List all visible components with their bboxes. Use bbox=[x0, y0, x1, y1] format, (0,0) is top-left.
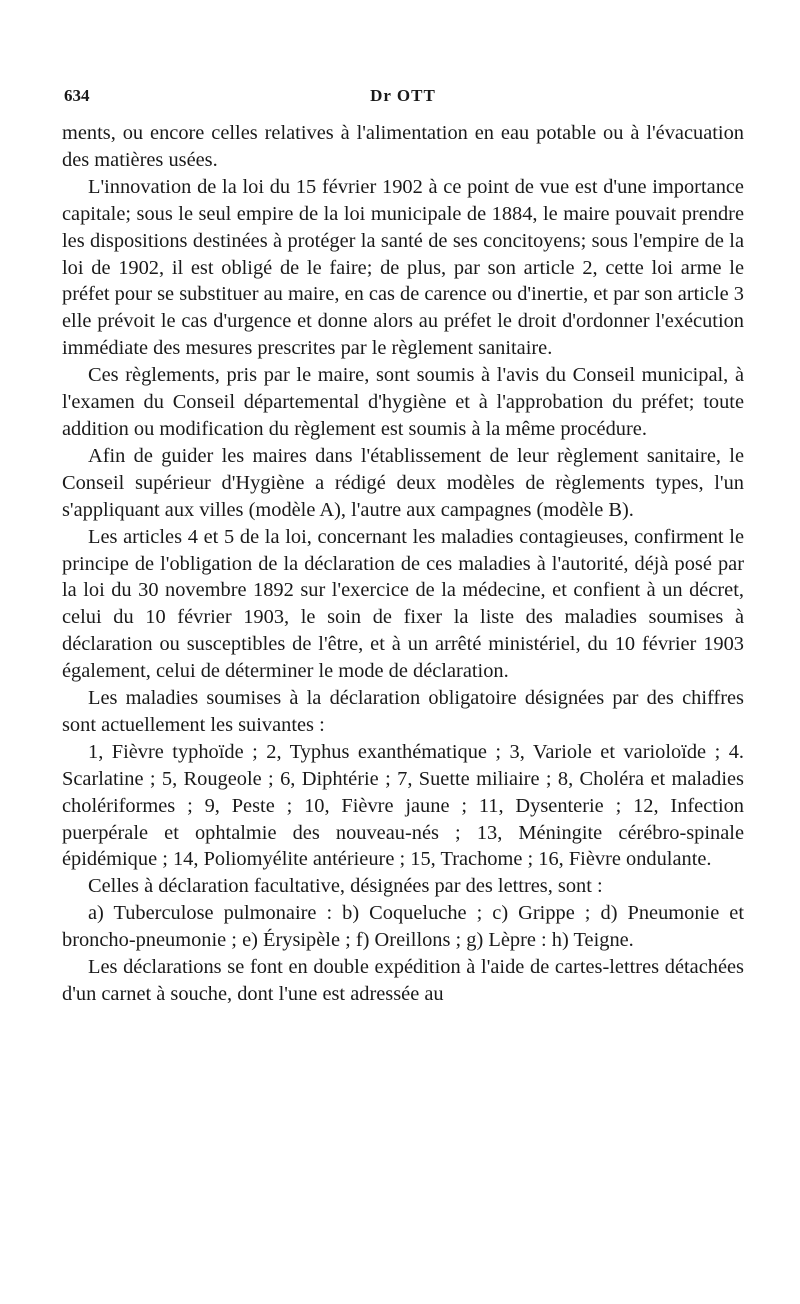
body-text bbox=[62, 120, 744, 1008]
page-number: 634 bbox=[64, 86, 90, 105]
paragraph: Les déclarations se font en double expédition à l'aide de cartes-lettres détachées d'un carnet à souche, dont l'une est adressée au bbox=[62, 956, 744, 1005]
document-page bbox=[62, 86, 744, 1008]
paragraph: Les maladies soumises à la déclaration obligatoire désignées par des chiffres sont actuellement les suivantes : bbox=[62, 687, 744, 736]
paragraph: Afin de guider les maires dans l'établissement de leur règlement sanitaire, le Conseil supérieur d'Hygiène a rédigé deux modèles de règlements types, l'un s'appliquant aux villes (modèle A), l'autre aux campagnes (modèle B). bbox=[62, 444, 744, 521]
disease-list-facultative: a) Tuberculose pulmonaire : b) Coqueluche ; c) Grippe ; d) Pneumonie et broncho-pneumonie ; e) Érysipèle ; f) Oreillons ; g) Lèpre : h) Teigne. bbox=[62, 902, 744, 952]
paragraph: L'innovation de la loi du 15 février 1902 à ce point de vue est d'une importance capitale; sous le seul empire de la loi municipale de 1884, le maire pouvait prendre les dispositions destinées à protéger la santé de ses concitoyens; sous l'empire de la loi de 1902, il est obligé de le faire; de plus, par son article 2, cette loi arme le préfet pour se substituer au maire, en cas de carence ou d'inertie, et par son article 3 elle prévoit le cas d'urgence et donne alors au préfet le droit d'ordonner l'exécution immédiate des mesures prescrites par le règlement sanitaire. bbox=[62, 175, 744, 360]
paragraph: Ces règlements, pris par le maire, sont soumis à l'avis du Conseil municipal, à l'examen du Conseil départemental d'hygiène et à l'approbation du préfet; toute addition ou modification du règlement est soumis à la même procédure. bbox=[62, 364, 744, 440]
paragraph: Celles à déclaration facultative, désignées par des lettres, sont : bbox=[88, 875, 603, 898]
paragraph: ments, ou encore celles relatives à l'alimentation en eau potable ou à l'évacuation des matières usées. bbox=[62, 122, 744, 171]
paragraph: Les articles 4 et 5 de la loi, concernant les maladies contagieuses, confirment le principe de l'obligation de la déclaration de ces maladies à l'autorité, déjà posé par la loi du 30 novembre 1892 sur l'exercice de la médecine, et confient à un décret, celui du 10 février 1903, le soin de fixer la liste des maladies soumises à déclaration ou susceptibles de l'être, et à un arrêté ministériel, du 10 février 1903 également, celui de déterminer le mode de déclaration. bbox=[62, 525, 744, 683]
running-head: Dr OTT bbox=[370, 86, 436, 105]
page-header bbox=[62, 86, 744, 116]
disease-list-obligatory: 1, Fièvre typhoïde ; 2, Typhus exanthématique ; 3, Variole et varioloïde ; 4. Scarlatine ; 5, Rougeole ; 6, Diphtérie ; 7, Suette miliaire ; 8, Choléra et maladies cholériformes ; 9, Peste ; 10, Fièvre jaune ; 11, Dysenterie ; 12, Infection puerpérale et ophtalmie des nouveau-nés ; 13, Méningite cérébro-spinale épidémique ; 14, Poliomyélite antérieure ; 15, Trachome ; 16, Fièvre ondulante. bbox=[62, 740, 744, 871]
